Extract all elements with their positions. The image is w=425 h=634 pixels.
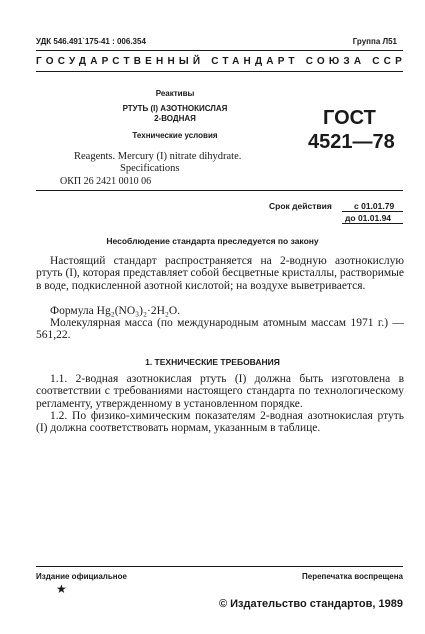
category-label: Реактивы: [155, 89, 195, 98]
validity-to: до 01.01.94: [345, 213, 392, 223]
clause-1-1: 1.1. 2-водная азотнокислая ртуть (I) должна быть изготовлена в соответствии с требованиями настоящего стандарта по технологическому регламенту, утвержденному в установленном порядке.: [36, 373, 404, 410]
udk-code: УДК 546.491`175-41 : 006.354: [36, 37, 146, 46]
validity-from: с 01.01.79: [354, 201, 395, 211]
group-code: Группа Л51: [352, 37, 397, 46]
clause-1-2: 1.2. По физико-химическим показателям 2-водная азотнокислая ртуть (I) должна соответствовать нормам, указанным в таблице.: [36, 410, 404, 435]
english-title-line2: Specifications: [120, 163, 180, 174]
reprint-prohibited-label: Перепечатка воспрещена: [302, 572, 403, 581]
product-name-line2: 2-ВОДНАЯ: [154, 114, 196, 123]
legal-warning: Несоблюдение стандарта преследуется по закону: [106, 236, 319, 246]
formula-value: Hg₂(NO₃)₂·2H₂O.: [96, 305, 181, 317]
official-edition-label: Издание официальное: [36, 572, 127, 581]
validity-label: Срок действия: [269, 201, 332, 211]
intro-paragraph: Настоящий стандарт распространяется на 2-водную азотнокислую ртуть (I), которая представляет собой бесцветные кристаллы, растворимые в воде, подкисленной азотной кислотой; на воздухе выветривается.: [36, 255, 404, 292]
validity-rule-1: [342, 211, 403, 212]
gost-label: ГОСТ: [323, 107, 376, 129]
footer-rule: [36, 566, 403, 567]
validity-rule-2: [342, 223, 403, 224]
formula-line: [36, 305, 404, 317]
header-rule-bottom: [36, 71, 403, 72]
header-rule-top: [36, 50, 403, 51]
star-icon: ★: [56, 582, 67, 596]
molecular-mass-paragraph: Молекулярная масса (по международным атомным массам 1971 г.) — 561,22.: [36, 317, 404, 342]
copyright-line: © Издательство стандартов, 1989: [218, 598, 403, 610]
english-title-line1: Reagents. Mercury (I) nitrate dihydrate.: [74, 151, 242, 162]
section-1-title: 1. ТЕХНИЧЕСКИЕ ТРЕБОВАНИЯ: [145, 357, 280, 367]
subtitle: Технические условия: [132, 131, 218, 140]
product-name-line1: РТУТЬ (I) АЗОТНОКИСЛАЯ: [122, 104, 228, 113]
formula-label: Формула: [50, 305, 94, 317]
okp-code: ОКП 26 2421 0010 06: [60, 176, 152, 187]
gost-number: 4521—78: [308, 131, 395, 153]
state-standard-banner: ГОСУДАРСТВЕННЫЙ СТАНДАРТ СОЮЗА ССР: [36, 56, 406, 67]
title-rule: [36, 190, 403, 191]
